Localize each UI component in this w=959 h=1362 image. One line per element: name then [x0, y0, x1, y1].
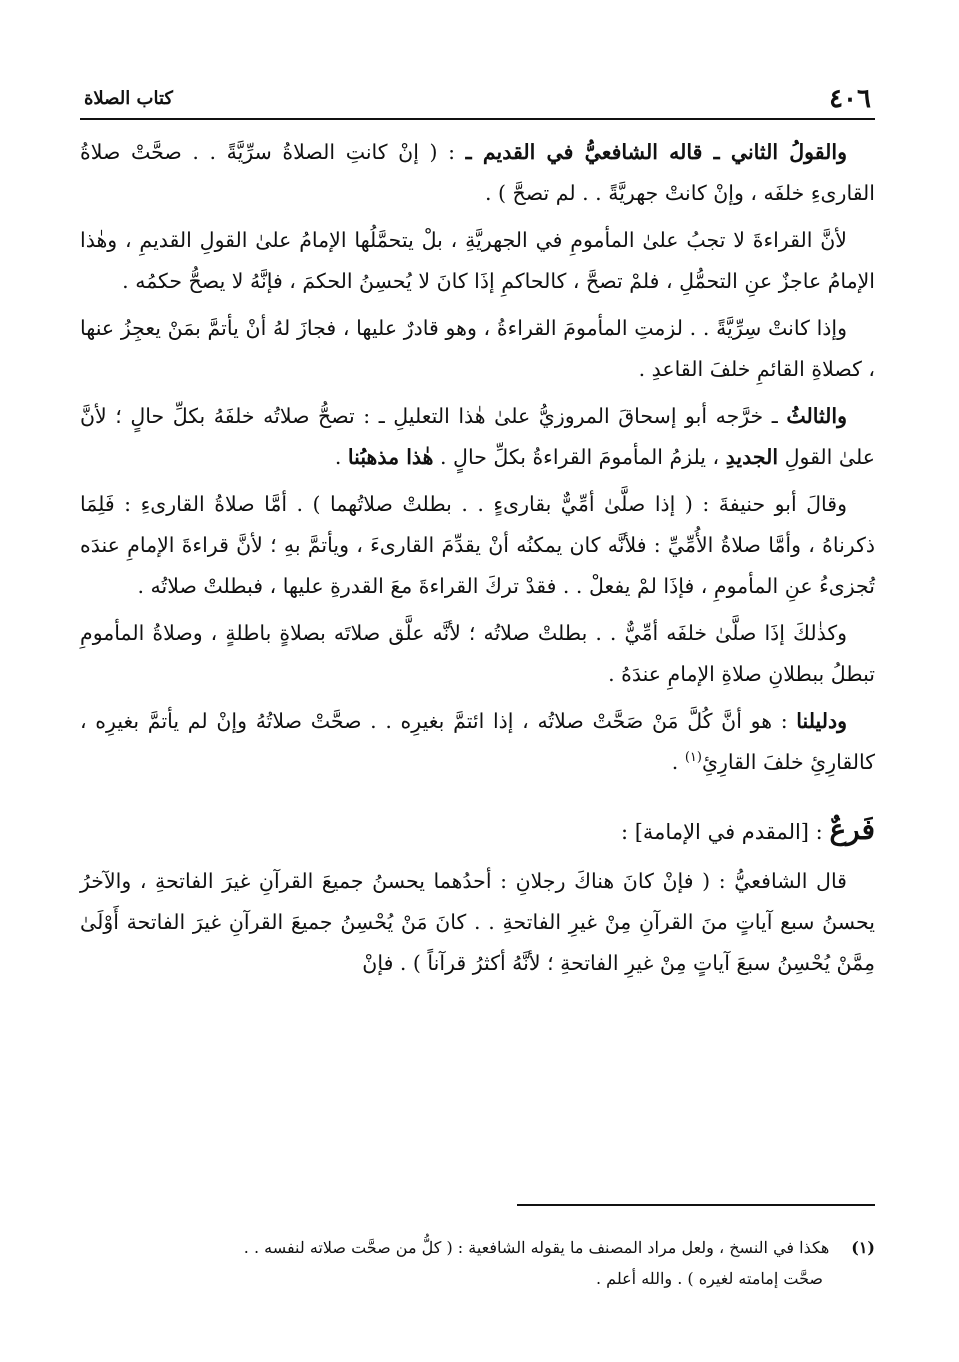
- footnote-divider: [517, 1204, 875, 1206]
- paragraph-text: : هو أنَّ كُلَّ مَنْ صَحَّتْ صلاتُه ، إذا ائتمَّ بغيرِه . . صحَّتْ صلاتُهُ وإنْ لم يأتمَّ بغيرِه ، كالقارِئِ خلفَ القارِئِ: [80, 709, 875, 774]
- paragraph-old-opinion: [80, 132, 875, 214]
- main-text: [80, 132, 875, 990]
- page-header: [80, 80, 875, 120]
- book-page: [80, 0, 875, 1362]
- paragraph-reasoning: لأنَّ القراءةَ لا تجبُ علىٰ المأمومِ في الجهريَّةِ ، بلْ يتحمَّلُها الإمامُ علىٰ القولِ القديمِ ، وهٰذا الإمامُ عاجزٌ عنِ التحمُّلِ ، فلمْ تصحَّ ، كالحاكمِ إذَا كانَ لا يُحسِنُ الحكمَ ، فإنَّهُ لا يصحُّ حكمُه .: [80, 228, 875, 293]
- paragraph-text: .: [334, 445, 342, 469]
- footnote-reference[interactable]: (١): [684, 750, 702, 766]
- footnotes: [80, 1232, 875, 1294]
- paragraph-secret-prayer: وإذا كانتْ سِرِّيَّةً . . لزمتِ المأمومَ القراءةُ ، وهو قادرٌ عليها ، فجازَ لهُ أنْ يأتمَّ بمَنْ يعجِزُ عنها ، كصلاةِ القائمِ خلفَ القاعدِ .: [80, 316, 875, 381]
- paragraph-likewise: وكذٰلكَ إذَا صلَّىٰ خلفَه أمِّيٌّ . . بطلتْ صلاتُه ؛ لأنَّه علَّق صلاتَه بصلاةٍ باطلةٍ ، وصلاةُ المأمومِ تبطلُ ببطلانِ صلاةِ الإمامِ عندَهُ .: [80, 621, 875, 686]
- footnote-text: هكذا في النسخ ، ولعل مراد المصنف ما يقوله الشافعية : ( كلُّ من صحَّت صلاته لنفسه . .: [243, 1238, 830, 1257]
- paragraph-emphasis: هٰذا مذهبُنا: [347, 445, 434, 469]
- footnote-text: صحَّت إمامته لغيره ) . والله أعلم .: [596, 1269, 823, 1288]
- page-number: ٤٠٦: [829, 84, 871, 114]
- paragraph-emphasis: الجديدِ: [725, 445, 779, 469]
- paragraph-text: ، يلزمُ المأمومَ القراءةُ بكلِّ حالٍ .: [440, 445, 720, 469]
- running-title: كتاب الصلاة: [84, 88, 173, 109]
- footnote-number: (١): [851, 1238, 875, 1257]
- paragraph-lead: والثالثُ: [786, 404, 847, 428]
- paragraph-lead: والقولُ الثاني ـ قاله الشافعيُّ في القديم ـ: [465, 140, 847, 164]
- paragraph-text: ـ خرَّجه أبو إسحاقَ المروزيُّ علىٰ هٰذا التعليلِ ـ : تصحُّ صلاتُه خلفَهُ بكلِّ حالٍ ؛ لأنَّ علىٰ القولِ: [80, 404, 875, 469]
- footnote-line: [80, 1263, 875, 1294]
- paragraph-abu-hanifa: وقالَ أبو حنيفةَ : ( إذا صلَّىٰ أمِّيٌّ بقارىءٍ . . بطلتْ صلاتُهما ) . أمَّا صلاةُ القارىءِ : فَلِمَا ذكرناهُ ، وأمَّا صلاةُ الأُمِّيِّ : فلأنَّه كان يمكنُه أنْ يقدِّمَ القارىءَ ، ويأتمَّ بهِ ؛ لأنَّ قراءةَ الإمامِ عندَه تُجزىءُ عنِ المأمومِ ، فإذَا لمْ يفعلْ . . فقدْ تركَ القراءةَ معَ القدرةِ عليها ، فبطلتْ صلاتُه .: [80, 492, 875, 598]
- paragraph-shafii-quote: قال الشافعيُّ : ( فإنْ كانَ هناكَ رجلانِ : أحدُهما يحسنُ جميعَ القرآنِ غيرَ الفاتحةِ ، والآخرُ يحسنُ سبع آياتٍ منَ القرآنِ مِنْ غيرِ الفاتحةِ . . كانَ مَنْ يُحْسِنُ جميعَ القرآنِ غيرَ الفاتحة أَوْلَىٰ مِمَّنْ يُحْسِنُ سبعَ آياتٍ مِنْ غيرِ الفاتحةِ ؛ لأنَّهُ أكثرُ قرآناً ) . فإنْ: [80, 869, 875, 975]
- paragraph-text: .: [671, 750, 679, 774]
- paragraph-lead: ودليلنا: [796, 709, 847, 733]
- section-lead: فَرعٌ: [829, 813, 875, 846]
- section-heading: [80, 809, 875, 853]
- footnote-line: [80, 1232, 875, 1263]
- paragraph-text: : ( إنْ كانتِ الصلاةُ سرِّيَّةً . . صحَّتْ صلاةُ القارىءِ خلفَه ، وإنْ كانتْ جهريَّةً . . لم تصحَّ ) .: [80, 140, 875, 205]
- section-title: : [المقدم في الإمامة] :: [620, 820, 823, 844]
- paragraph-third-opinion: [80, 396, 875, 478]
- paragraph-our-evidence: [80, 701, 875, 783]
